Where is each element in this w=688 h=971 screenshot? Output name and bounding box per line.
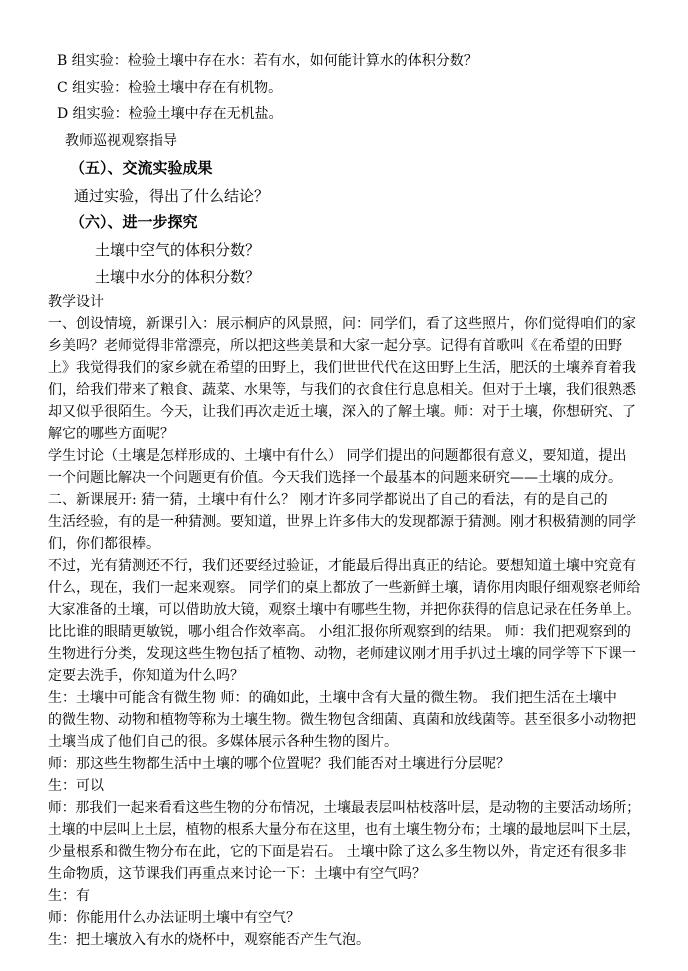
design-line: 土壤当成了他们自己的很。多媒体展示各种生物的图片。 <box>48 734 398 750</box>
group-c-experiment: C 组实验：检验土壤中存在有机物。 <box>57 80 283 96</box>
design-line: 学生讨论（土壤是怎样形成的、土壤中有什么） 同学们提出的问题都很有意义，要知道，提出 <box>48 448 627 464</box>
group-b-experiment: B 组实验：检验土壤中存在水：若有水，如何能计算水的体积分数？ <box>57 53 478 69</box>
group-d-experiment: D 组实验：检验土壤中存在无机盐。 <box>57 106 283 122</box>
design-line: 们，给我们带来了粮食、蔬菜、水果等，与我们的衣食住行息息相关。但对于土壤，我们很熟悉 <box>48 382 636 398</box>
design-line: 不过，光有猜测还不行，我们还要经过验证，才能最后得出真正的结论。要想知道土壤中究竟有 <box>48 558 636 574</box>
design-line: 生：可以 <box>48 778 104 794</box>
design-line: 一、创设情境，新课引入：展示桐庐的风景照，问：同学们，看了这些照片，你们觉得咱们的家 <box>48 316 636 332</box>
section6-question-air: 土壤中空气的体积分数？ <box>95 241 261 259</box>
design-line: 生：有 <box>48 888 90 904</box>
design-line: 二、新课展开: 猜一猜，土壤中有什么？ 刚才许多同学都说出了自己的看法，有的是自己的 <box>48 492 608 508</box>
design-line: 少量根系和微生物分布在此，它的下面是岩石。 土壤中除了这么多生物以外，肯定还有很多非 <box>48 844 627 860</box>
section6-heading: （六）、进一步探究 <box>70 213 198 231</box>
design-line: 生活经验，有的是一种猜测。要知道，世界上许多伟大的发现都源于猜测。刚才积极猜测的同学 <box>48 514 636 530</box>
design-line: 生物进行分类，发现这些生物包括了植物、动物，老师建议刚才用手扒过土壤的同学等下下课一 <box>48 646 636 662</box>
design-line: 生：把土壤放入有水的烧杯中，观察能否产生气泡。 <box>48 932 370 948</box>
design-line: 生：土壤中可能含有微生物 师：的确如此，土壤中含有大量的微生物。 我们把生活在土壤中 <box>48 690 617 706</box>
design-line: 定要去洗手，你知道为什么吗？ <box>48 668 244 684</box>
design-line: 什么，现在，我们一起来观察。 同学们的桌上都放了一些新鲜土壤，请你用肉眼仔细观察老师给 <box>48 580 641 596</box>
design-line: 乡美吗？老师觉得非常漂亮，所以把这些美景和大家一起分享。记得有首歌叫《在希望的田野 <box>48 338 622 354</box>
section5-text: 通过实验，得出了什么结论？ <box>74 187 270 205</box>
design-line: 师：你能用什么办法证明土壤中有空气？ <box>48 910 300 926</box>
design-line: 的微生物、动物和植物等称为土壤生物。微生物包含细菌、真菌和放线菌等。甚至很多小动物把 <box>48 712 636 728</box>
design-line: 上》我觉得我们的家乡就在希望的田野上，我们世世代代在这田野上生活，肥沃的土壤养育着我 <box>48 360 636 376</box>
design-line: 解它的哪些方面呢？ <box>48 426 174 442</box>
design-line: 师：那我们一起来看看这些生物的分布情况，土壤最表层叫枯枝落叶层，是动物的主要活动场所； <box>48 800 641 816</box>
design-line: 生命物质，这节课我们再重点来讨论一下：土壤中有空气吗？ <box>48 866 426 882</box>
design-line: 大家准备的土壤，可以借助放大镜，观察土壤中有哪些生物，并把你获得的信息记录在任务单上。 <box>48 602 641 618</box>
design-line: 们，你们都很棒。 <box>48 536 160 552</box>
design-line: 一个问题比解决一个问题更有价值。今天我们选择一个最基本的问题来研究——土壤的成分。 <box>48 470 622 486</box>
design-line: 师：那这些生物都生活中土壤的哪个位置呢？我们能否对土壤进行分层呢？ <box>48 756 510 772</box>
design-line: 却又似乎很陌生。今天，让我们再次走近土壤，深入的了解土壤。师：对于土壤，你想研究、了 <box>48 404 636 420</box>
section6-question-water: 土壤中水分的体积分数？ <box>95 268 261 286</box>
design-line: 比比谁的眼睛更敏锐，哪小组合作效率高。 小组汇报你所观察到的结果。 师：我们把观察到的 <box>48 624 631 640</box>
design-title: 教学设计 <box>48 294 104 310</box>
teacher-guidance: 教师巡视观察指导 <box>65 133 177 149</box>
section5-heading: （五）、交流实验成果 <box>70 159 213 177</box>
design-line: 土壤的中层叫上土层，植物的根系大量分布在这里，也有土壤生物分布；土壤的最地层叫下土层， <box>48 822 641 838</box>
